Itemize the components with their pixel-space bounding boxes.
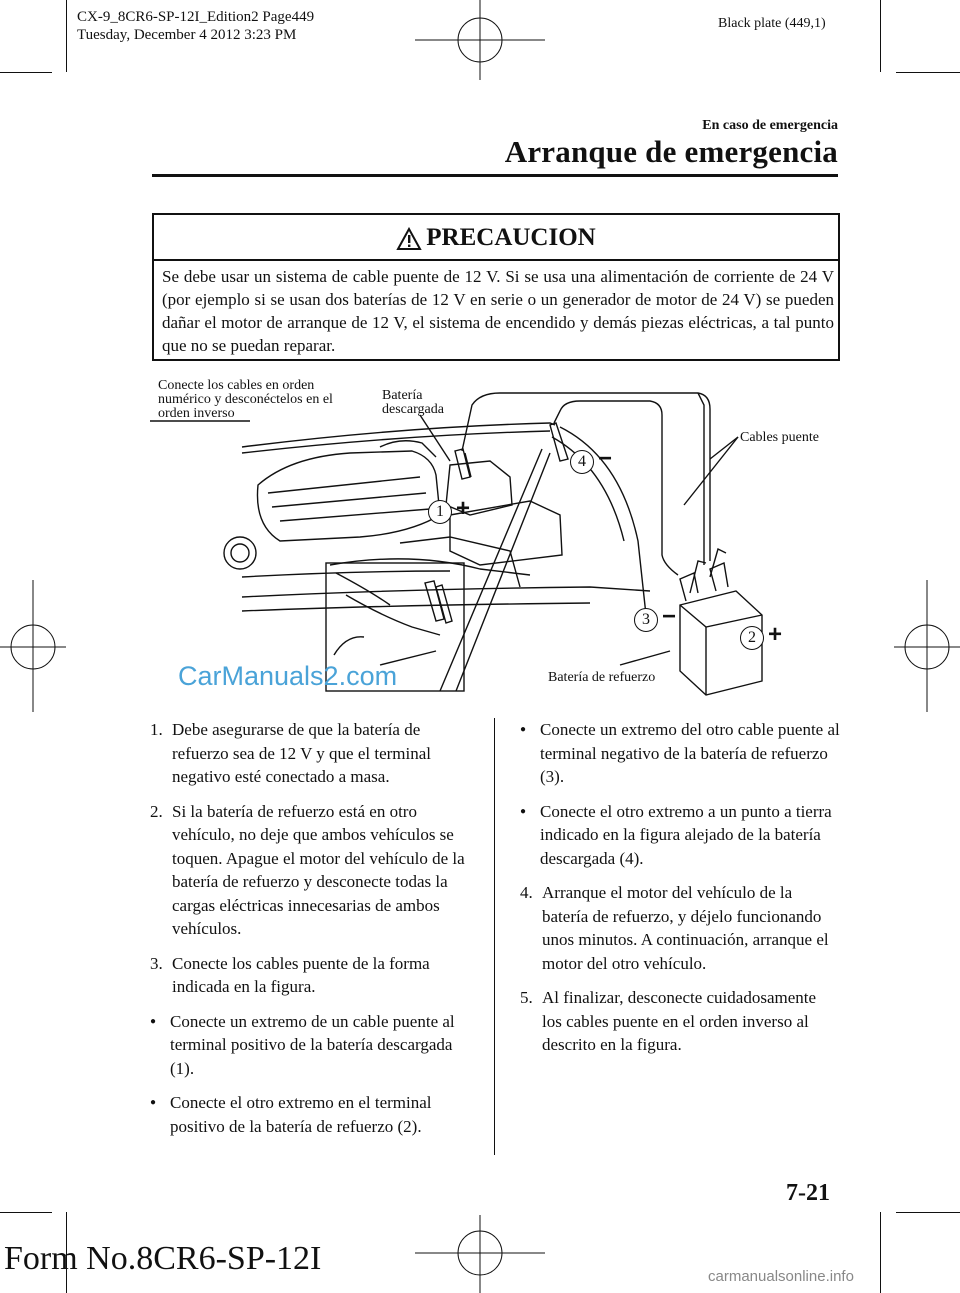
step-3-bullet-1: ● Conecte un extremo de un cable puente al terminal positivo de la batería descargada (1). bbox=[150, 1010, 472, 1081]
label-jumper-cables: Cables puente bbox=[740, 430, 819, 445]
page-number: 7-21 bbox=[786, 1180, 830, 1206]
header-rule bbox=[152, 174, 838, 177]
marker-1: 1 + bbox=[428, 495, 470, 524]
step-3: 3. Conecte los cables puente de la forma indicada en la figura. bbox=[150, 953, 430, 996]
step-4: 4. Arranque el motor del vehículo de la batería de refuerzo, y déjelo funcionando unos minutos. A continuación, arranque el motor del otro vehículo. bbox=[520, 883, 829, 973]
label-booster-battery: Batería de refuerzo bbox=[548, 670, 656, 685]
step-2: 2. Si la batería de refuerzo está en otro vehículo, no deje que ambos vehículos se toquen. Apague el motor del vehículo de la batería de refuerzo y desconecte todas la cargas eléctricas innecesarias de ambos vehículos. bbox=[150, 801, 465, 938]
marker-2: 2 + bbox=[740, 621, 782, 650]
plate-label: Black plate (449,1) bbox=[718, 16, 826, 31]
marker-4: 4 − bbox=[570, 445, 612, 474]
step-5: 5. Al finalizar, desconecte cuidadosamente los cables puente en el orden inverso al descrito en la figura. bbox=[520, 988, 817, 1054]
section-title: Arranque de emergencia bbox=[504, 134, 838, 169]
label-dead-battery: Batería descargada bbox=[382, 388, 444, 417]
caution-heading-text: PRECAUCION bbox=[426, 224, 596, 251]
jump-start-figure bbox=[150, 365, 840, 700]
warning-triangle-icon bbox=[396, 227, 422, 251]
right-column bbox=[520, 718, 840, 1068]
marker-3: 3 − bbox=[634, 603, 676, 632]
watermark-logo: CarManuals2.com bbox=[178, 661, 398, 691]
print-metadata bbox=[77, 8, 314, 44]
caution-heading bbox=[154, 215, 838, 261]
left-column bbox=[150, 718, 472, 1149]
step-1: 1. Debe asegurarse de que la batería de refuerzo sea de 12 V y que el terminal negativo esté conectado a masa. bbox=[150, 720, 431, 786]
print-metadata-line1: CX-9_8CR6-SP-12I_Edition2 Page449 bbox=[77, 9, 315, 25]
section-category: En caso de emergencia bbox=[702, 118, 838, 133]
caution-box bbox=[152, 213, 840, 361]
caution-text: Se debe usar un sistema de cable puente de 12 V. Si se usa una alimentación de corriente de 24 V (por ejemplo si se usan dos baterías de 12 V en serie o un generador de motor de 24 V) se pueden dañar el motor de arranque de 12 V, el sistema de encendido y demás piezas eléctricas, a tal punto que no se puedan reparar. bbox=[162, 267, 834, 355]
step-3-bullet-2: ● Conecte el otro extremo en el terminal positivo de la batería de refuerzo (2). bbox=[150, 1091, 472, 1138]
label-connect-order: Conecte los cables en orden numérico y desconéctelos en el orden inverso bbox=[158, 378, 333, 421]
site-watermark: carmanualsonline.info bbox=[708, 1268, 854, 1285]
print-metadata-line2: Tuesday, December 4 2012 3:23 PM bbox=[77, 27, 297, 43]
column-divider bbox=[494, 718, 495, 1155]
form-number: Form No.8CR6-SP-12I bbox=[4, 1240, 322, 1277]
step-3-bullet-4: ● Conecte el otro extremo a un punto a tierra indicado en la figura alejado de la batería descargada (4). bbox=[520, 800, 840, 871]
step-3-bullet-3: ● Conecte un extremo del otro cable puente al terminal negativo de la batería de refuerzo (3). bbox=[520, 718, 840, 789]
